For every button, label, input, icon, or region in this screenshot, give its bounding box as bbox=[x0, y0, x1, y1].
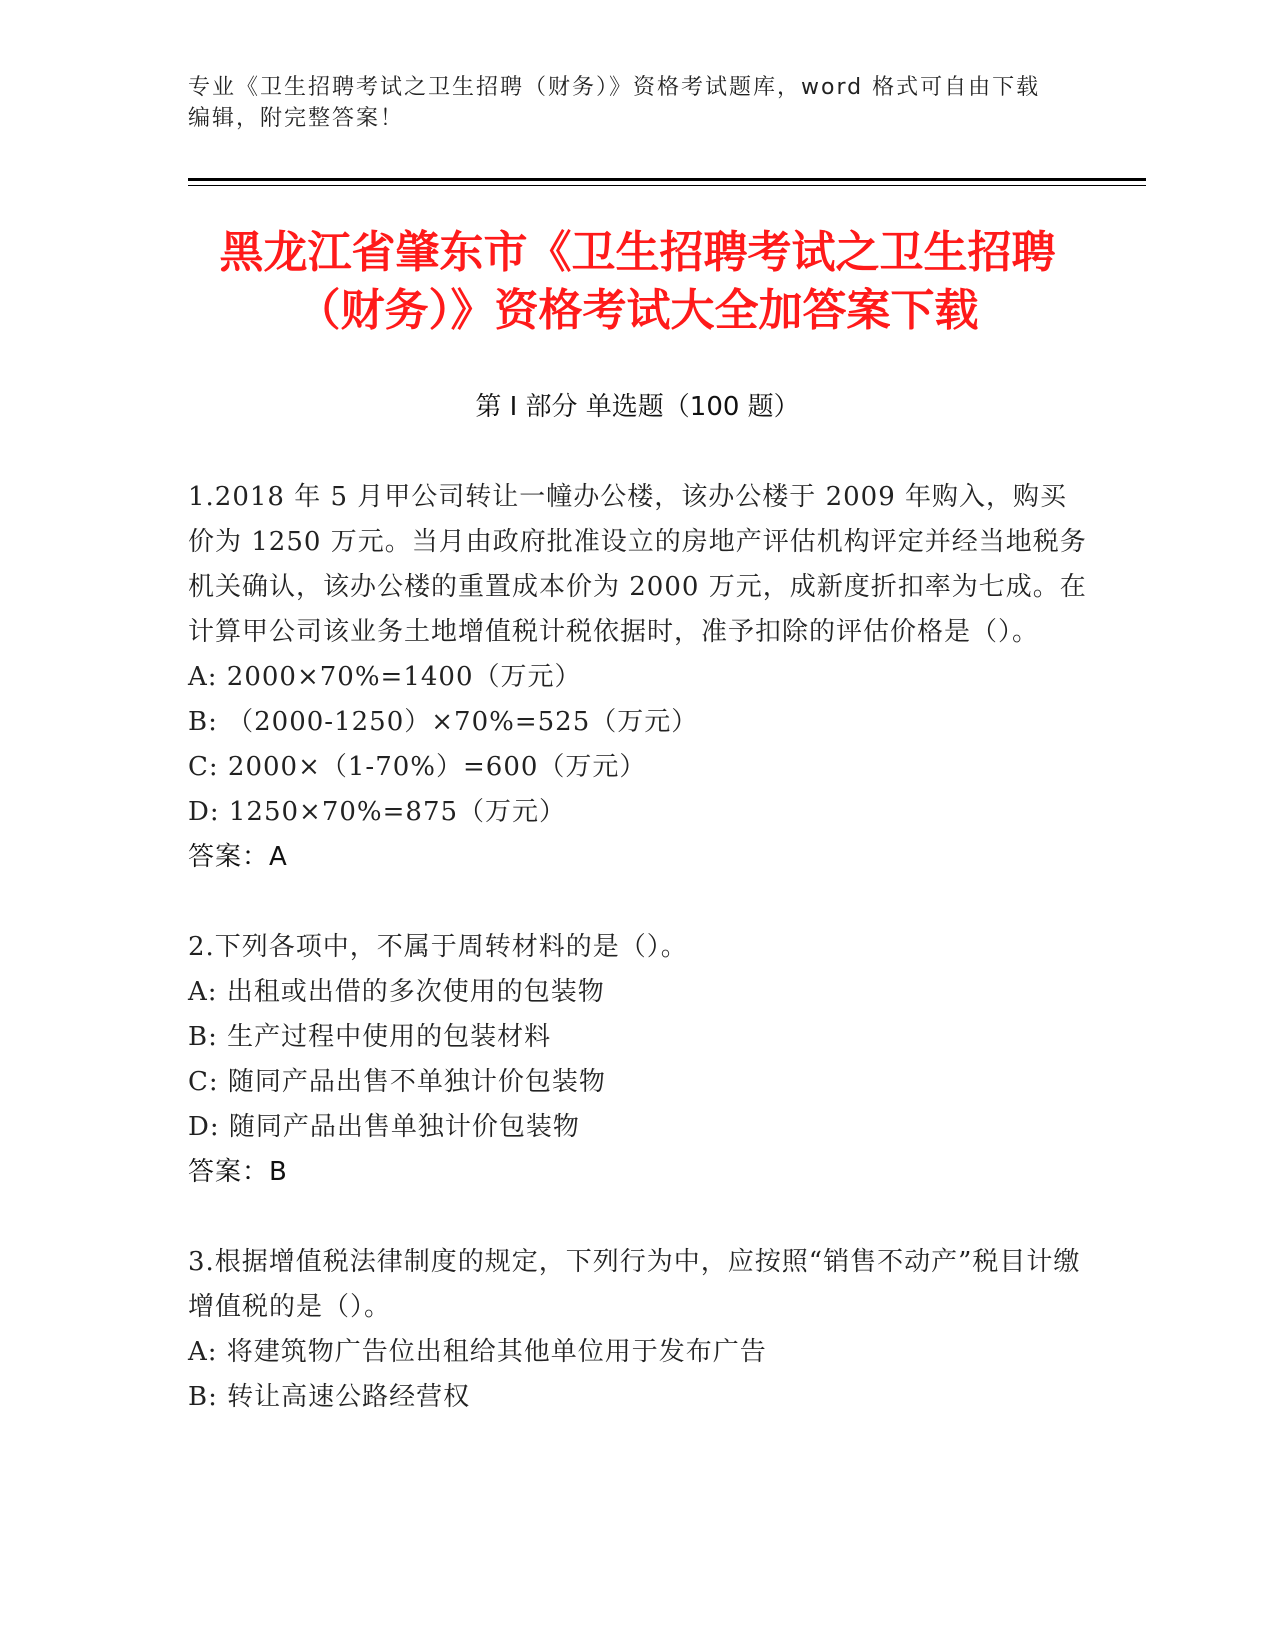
question-3 bbox=[188, 1240, 1088, 1420]
option-a: A: 2000×70%=1400（万元） bbox=[188, 662, 582, 692]
header-note bbox=[188, 72, 1088, 134]
document-title bbox=[150, 224, 1125, 340]
option-c: C: 2000×（1-70%）=600（万元） bbox=[188, 752, 647, 782]
section-title: 第 I 部分 单选题（100 题） bbox=[475, 392, 800, 422]
document-title-line1: 黑龙江省肇东市《卫生招聘考试之卫生招聘 bbox=[219, 227, 1056, 278]
question-text: 1.2018 年 5 月甲公司转让一幢办公楼，该办公楼于 2009 年购入，购买价为 1250 万元。当月由政府批准设立的房地产评估机构评定并经当地税务机关确认，该办公楼的重置成本价为 2000 万元，成新度折扣率为七成。在计算甲公司该业务土地增值税计税依据时，准予扣除的评估价格是（）。 bbox=[188, 482, 1087, 647]
question-text: 3.根据增值税法律制度的规定，下列行为中，应按照“销售不动产”税目计缴增值税的是（）。 bbox=[188, 1247, 1081, 1322]
header-note-line2: 编辑，附完整答案！ bbox=[188, 106, 405, 131]
option-a: A: 出租或出借的多次使用的包装物 bbox=[188, 977, 605, 1007]
header-note-line1: 专业《卫生招聘考试之卫生招聘（财务）》资格考试题库，word 格式可自由下载 bbox=[188, 75, 1041, 100]
question-list bbox=[188, 475, 1088, 1465]
answer: 答案：B bbox=[188, 1157, 288, 1187]
option-b: B: 转让高速公路经营权 bbox=[188, 1382, 471, 1412]
question-text: 2.下列各项中，不属于周转材料的是（）。 bbox=[188, 932, 688, 962]
option-b: B: 生产过程中使用的包装材料 bbox=[188, 1022, 552, 1052]
option-a: A: 将建筑物广告位出租给其他单位用于发布广告 bbox=[188, 1337, 767, 1367]
option-d: D: 随同产品出售单独计价包装物 bbox=[188, 1112, 580, 1142]
answer: 答案：A bbox=[188, 842, 288, 872]
option-c: C: 随同产品出售不单独计价包装物 bbox=[188, 1067, 606, 1097]
question-2 bbox=[188, 925, 1088, 1195]
header-divider-thick bbox=[188, 178, 1146, 181]
option-d: D: 1250×70%=875（万元） bbox=[188, 797, 567, 827]
header-divider-thin bbox=[188, 185, 1146, 186]
document-title-line2: （财务）》资格考试大全加答案下载 bbox=[296, 285, 979, 336]
question-1 bbox=[188, 475, 1088, 880]
option-b: B: （2000-1250）×70%=525（万元） bbox=[188, 707, 699, 737]
